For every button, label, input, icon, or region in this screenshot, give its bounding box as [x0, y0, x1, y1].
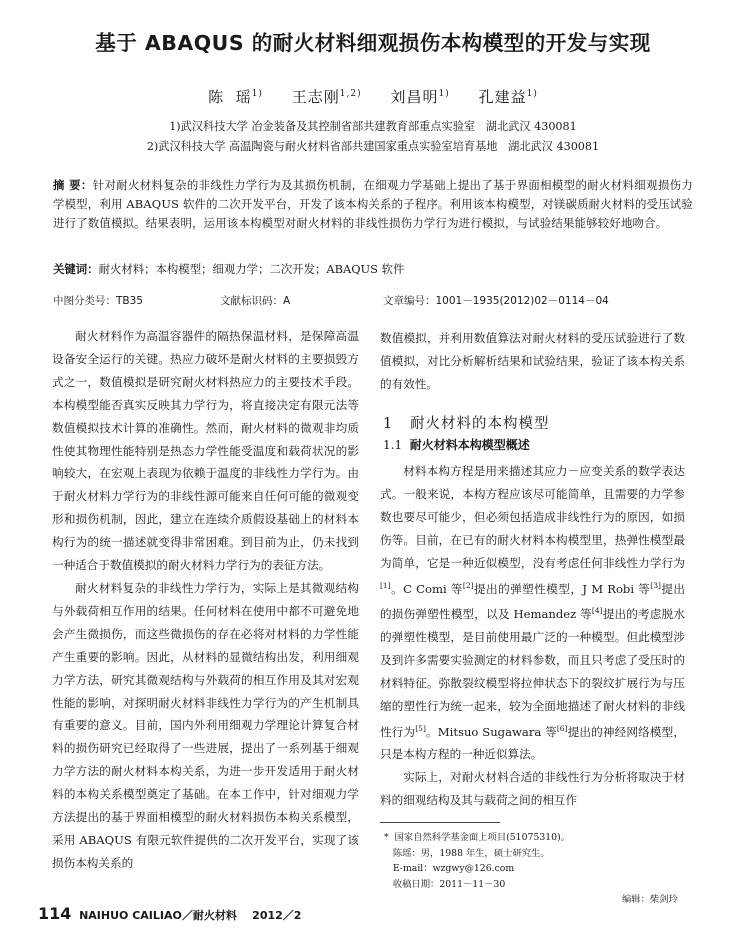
citation: [1] — [380, 580, 391, 590]
footnote-line: 收稿日期：2011－11－30 — [384, 878, 506, 890]
affiliation-1: 1)武汉科技大学 冶金装备及其控制省部共建教育部重点实验室 湖北武汉 430081 — [169, 120, 577, 133]
author-affiliation-mark: 1,2) — [339, 89, 362, 99]
subsection-title: 耐火材料本构模型概述 — [409, 438, 530, 452]
text-run: 提出的弹塑性模型，J M Robi 等 — [473, 581, 651, 596]
author-name: 刘昌明 — [390, 88, 439, 106]
footnote-line: E-mail：wzgwy@126.com — [384, 863, 515, 874]
body-paragraph: 实际上，对耐火材料合适的非线性行为分析将取决于材料的细观结构及其与载荷之间的相互作 — [380, 770, 685, 808]
author-affiliation-mark: 1) — [526, 89, 538, 99]
subsection-number: 1.1 — [383, 438, 403, 452]
body-paragraph — [380, 460, 685, 766]
classification-number: 中图分类号：TB35 — [53, 295, 143, 307]
footnote — [384, 830, 684, 892]
section-heading — [383, 412, 550, 433]
paper-title: 基于 ABAQUS 的耐火材料细观损伤本构模型的开发与实现 — [95, 31, 651, 55]
keywords-label: 关键词： — [53, 262, 99, 276]
keywords-text: 耐火材料；本构模型；细观力学；二次开发；ABAQUS 软件 — [98, 262, 405, 276]
article-number: 文章编号：1001－1935(2012)02－0114－04 — [383, 295, 609, 307]
footnote-line: 陈瑶：男，1988 年生，硕士研究生。 — [384, 847, 550, 859]
document-code: 文献标识码：A — [220, 295, 291, 307]
text-run: 。C Comi 等 — [390, 581, 463, 596]
body-paragraph: 数值模拟，并利用数值算法对耐火材料的受压试验进行了数值模拟，对比分析解析结果和试验结果，验证了该本构关系的有效性。 — [380, 331, 685, 391]
subsection-heading — [383, 436, 530, 453]
author-name: 孔建益 — [478, 88, 527, 106]
author-affiliation-mark: 1) — [438, 89, 450, 99]
abstract-label: 摘 要： — [53, 178, 93, 192]
keywords — [53, 261, 693, 277]
author-name: 王志刚 — [291, 88, 340, 106]
text-run: 材料本构方程是用来描述其应力－应变关系的数学表达式。一般来说，本构方程应该尽可能简单，且需要的力学参数也要尽可能少，但必须包括造成非线性行为的原因，如损伤等。目前，在已有的耐火材料本构模型里，热弹性模型最为简单，它是一种近似模型，没有考虑任何非线性力学行为 — [380, 464, 685, 570]
citation: [4] — [591, 606, 603, 616]
right-column-top — [380, 327, 685, 396]
body-paragraph: 耐火材料作为高温容器件的隔热保温材料，是保障高温设备安全运行的关键。热应力破坏是耐火材料的主要损毁方式之一，数值模拟是研究耐火材料热应力的主要技术手段。本构模型能否真实反映其力学行为，将直接决定有限元法等数值模拟技术计算的准确性。然而，耐火材料的微观非均质性使其物理性能特别是热态力学性能受温度和载荷状况的影响较大，在宏观上表现为依赖于温度的非线性力学行为。由于耐火材料力学行为的非线性源可能来自任何可能的微观变形和损伤机制，因此，建立在连续介质假设基础上的材料本构行为的统一描述就变得非常困难。到目前为止，仍未找到一种适合于数值模拟的耐火材料力学行为的表征方法。 — [52, 329, 359, 573]
citation: [3] — [650, 580, 661, 590]
text-run: 提出的神经网络模型，只是本构方程的一种近似算法。 — [380, 724, 685, 762]
author-name: 陈 瑶 — [208, 88, 252, 106]
citation: [6] — [556, 723, 568, 733]
page-footer — [38, 904, 301, 923]
section-title: 耐火材料的本构模型 — [410, 416, 550, 432]
left-column — [52, 325, 359, 875]
journal-name: NAIHUO CAILIAO／耐火材料 2012／2 — [79, 909, 302, 922]
page-number: 114 — [38, 904, 72, 923]
section-number: 1 — [383, 416, 394, 432]
abstract — [53, 176, 693, 233]
editor-credit: 编辑：柴剑玲 — [622, 894, 678, 905]
right-column-body — [380, 460, 685, 812]
text-run: 提出的损伤弹塑性模型，以及 Hemandez 等 — [380, 581, 685, 622]
author-list — [0, 86, 746, 107]
abstract-text: 针对耐火材料复杂的非线性力学行为及其损伤机制，在细观力学基础上提出了基于界面相模型的耐火材料细观损伤力学模型，利用 ABAQUS 软件的二次开发平台，开发了该本构关系的子程序。利用该本构模型，对镁碳质耐火材料的受压试验进行了数值模拟。结果表明，运用该本构模型对耐火材料的非线性损伤力学行为进行模拟，与试验结果能够较好地吻合。 — [53, 178, 693, 230]
footnote-divider — [380, 822, 500, 823]
citation: [2] — [462, 580, 474, 590]
author-affiliation-mark: 1) — [251, 89, 263, 99]
text-run: 提出的考虑脱水的弹塑性模型，是目前使用最广泛的一种模型。但此模型涉及到许多需要实验测定的材料参数，而且只考虑了受压时的材料特征。弥散裂纹模型将拉伸状态下的裂纹扩展行为与压缩的塑性行为统一起来，较为全面地描述了耐火材料的非线性行为 — [380, 607, 685, 739]
text-run: 。Mitsuo Sugawara 等 — [425, 724, 557, 739]
citation: [5] — [415, 723, 426, 733]
footnote-line: * 国家自然科学基金面上项目(51075310)。 — [384, 832, 570, 843]
affiliation-2: 2)武汉科技大学 高温陶瓷与耐火材料省部共建国家重点实验室培育基地 湖北武汉 430081 — [146, 140, 600, 153]
body-paragraph: 耐火材料复杂的非线性力学行为，实际上是其微观结构与外载荷相互作用的结果。任何材料在使用中都不可避免地会产生微损伤，而这些微损伤的存在必将对材料的力学性能产生重要的影响。因此，从材料的显微结构出发，利用细观力学方法，研究其微观结构与外载荷的相互作用及其对宏观性能的影响，对探明耐火材料非线性力学行为的产生机制具有重要的意义。目前，国内外利用细观力学理论计算复合材料的损伤研究已经取得了一些进展，提出了一系列基于细观力学方法的耐火材料本构关系，为进一步开发适用于耐火材料的本构关系模型奠定了基础。在本工作中，针对细观力学方法提出的基于界面相模型的耐火材料损伤本构关系模型，采用 ABAQUS 有限元软件提供的二次开发平台，实现了该损伤本构关系的 — [52, 580, 359, 870]
